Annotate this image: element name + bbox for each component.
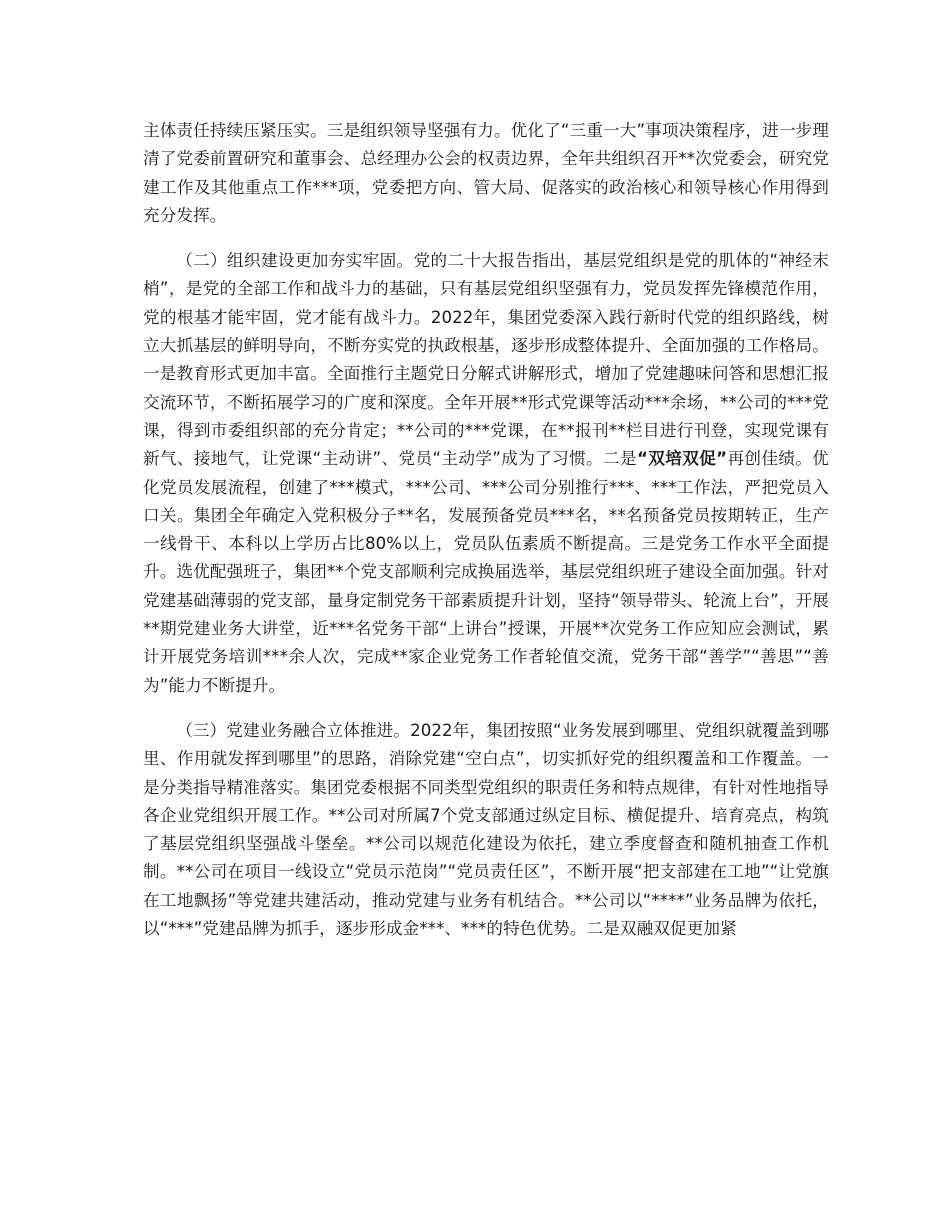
emphasis-double-training: “双培双促”: [637, 449, 728, 469]
paragraph-gap: [143, 230, 829, 247]
paragraph-organization-text-b: 再创佳绩。优化党员发展流程，创建了***模式，***公司、***公司分别推行***、***工作法，严把党员入口关。集团全年确定入党积极分子**名，发展预备党员***名，**名预备党员按期转正，生产一线骨干、本科以上学历占比80%以上，党员队伍素质不断提高。三是党务工作水平全面提升。选优配强班子，集团**个党支部顺利完成换届选举，基层党组织班子建设全面加强。针对党建基础薄弱的党支部，量身定制党务干部素质提升计划，坚持“领导带头、轮流上台”，开展**期党建业务大讲堂，近***名党务干部“上讲台”授课，开展**次党务工作应知应会测试，累计开展党务培训***余人次，完成**家企业党务工作者轮值交流，党务干部“善学”“善思”“善为”能力不断提升。: [143, 449, 829, 695]
paragraph-gap: [143, 700, 829, 717]
paragraph-organization-building: [143, 247, 829, 700]
paragraph-leadership: 主体责任持续压紧压实。三是组织领导坚强有力。优化了“三重一大”事项决策程序，进一步理清了党委前置研究和董事会、总经理办公会的权责边界，全年共组织召开**次党委会，研究党建工作及其他重点工作***项，党委把方向、管大局、促落实的政治核心和领导核心作用得到充分发挥。: [143, 121, 829, 225]
document-body: [143, 117, 829, 943]
paragraph-organization-text-a: （二）组织建设更加夯实牢固。党的二十大报告指出，基层党组织是党的肌体的“神经末梢”，是党的全部工作和战斗力的基础，只有基层党组织坚强有力，党员发挥先锋模范作用，党的根基才能牢固，党才能有战斗力。2022年，集团党委深入践行新时代党的组织路线，树立大抓基层的鲜明导向，不断夯实党的执政根基，逐步形成整体提升、全面加强的工作格局。一是教育形式更加丰富。全面推行主题党日分解式讲解形式，增加了党建趣味问答和思想汇报交流环节，不断拓展学习的广度和深度。全年开展**形式党课等活动***余场，**公司的***党课，得到市委组织部的充分肯定；**公司的***党课，在**报刊**栏目进行刊登，实现党课有新气、接地气，让党课“主动讲”、党员“主动学”成为了习惯。二是: [143, 251, 829, 469]
paragraph-integration: （三）党建业务融合立体推进。2022年，集团按照“业务发展到哪里、党组织就覆盖到哪里、作用就发挥到哪里”的思路，消除党建“空白点”，切实抓好党的组织覆盖和工作覆盖。一是分类指导精准落实。集团党委根据不同类型党组织的职责任务和特点规律，有针对性地指导各企业党组织开展工作。**公司对所属7个党支部通过纵定目标、横促提升、培育亮点，构筑了基层党组织坚强战斗堡垒。**公司以规范化建设为依托，建立季度督查和随机抽查工作机制。**公司在项目一线设立“党员示范岗”“党员责任区”，不断开展“把支部建在工地”“让党旗在工地飘扬”等党建共建活动，推动党建与业务有机结合。**公司以“****”业务品牌为依托，以“***”党建品牌为抓手，逐步形成金***、***的特色优势。二是双融双促更加紧: [143, 720, 829, 939]
